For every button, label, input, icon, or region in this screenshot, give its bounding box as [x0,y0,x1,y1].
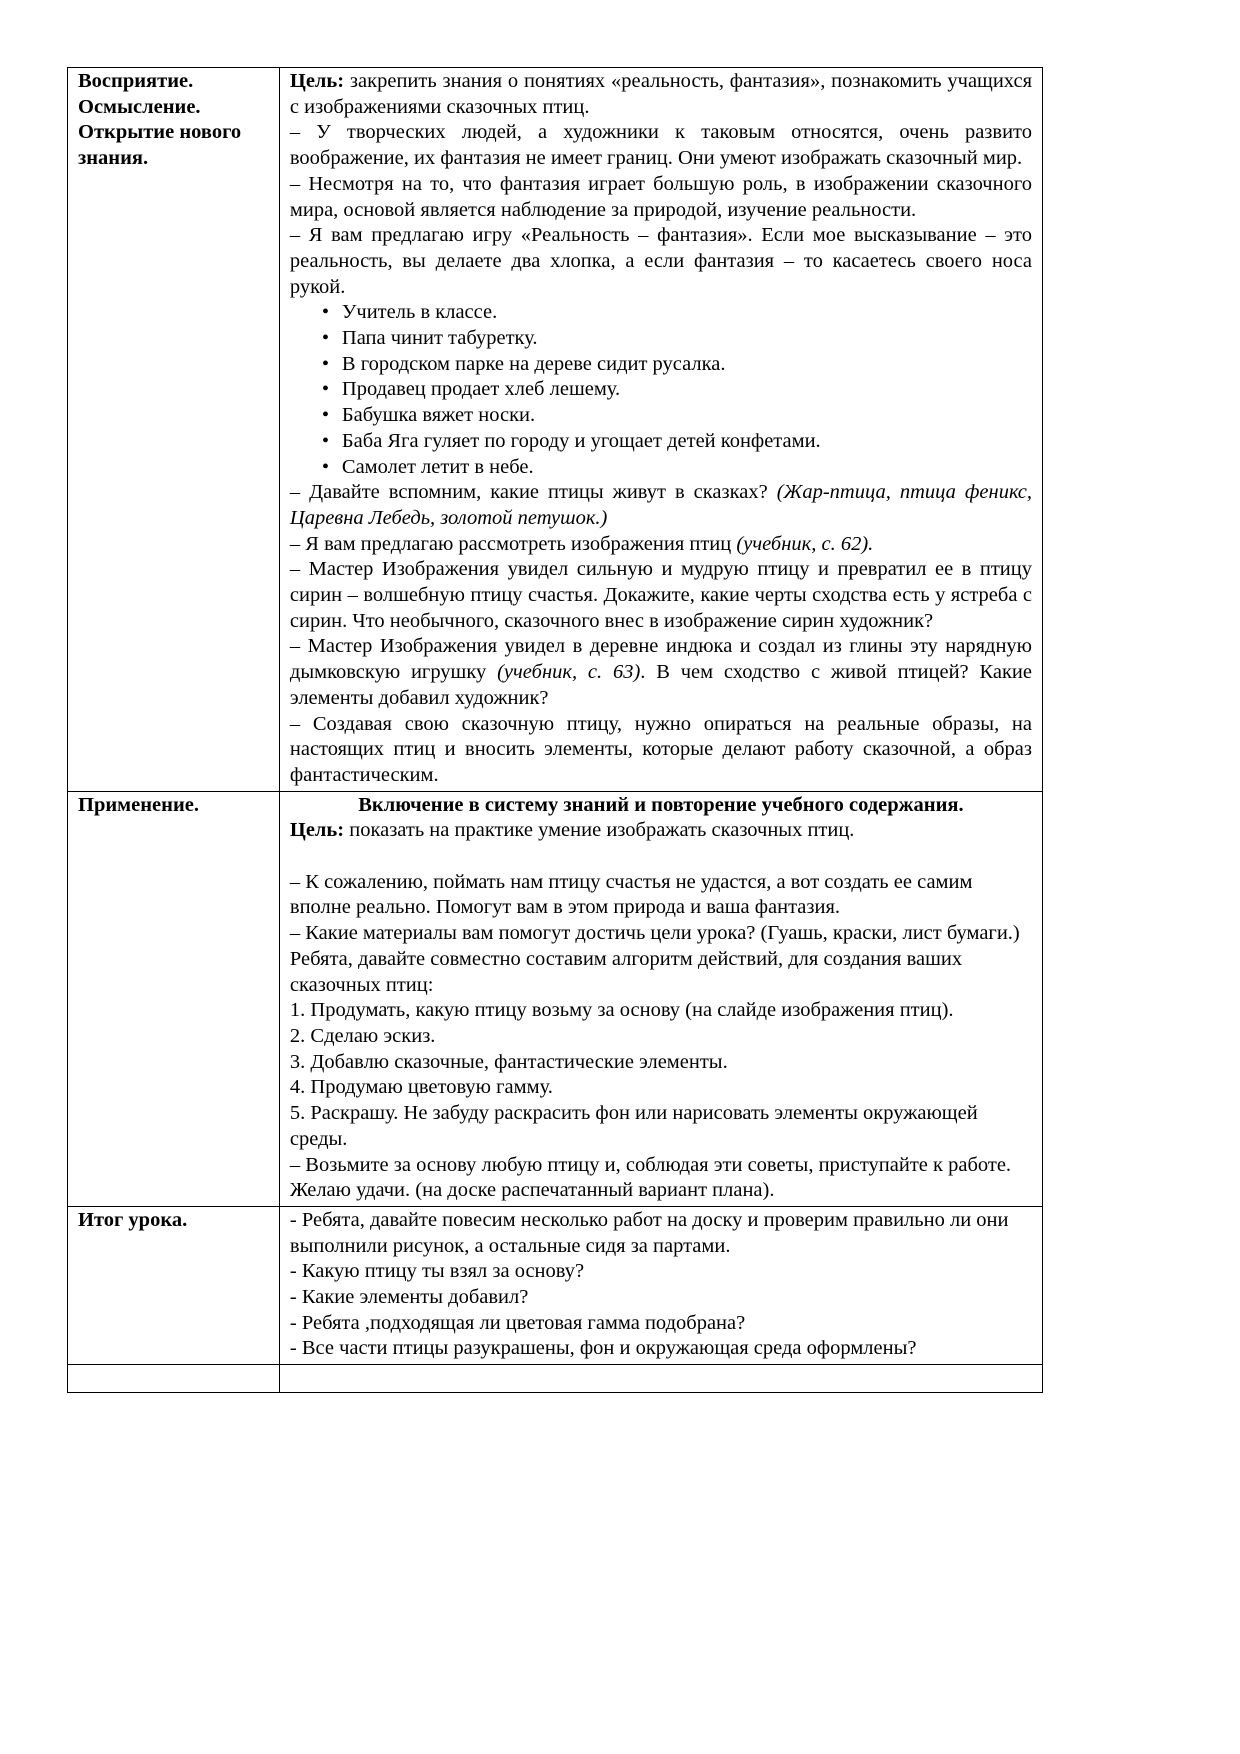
list-item: • Самолет летит в небе. [342,455,1032,481]
goal-text: закрепить знания о понятиях «реальность, фантазия», познакомить учащихся с изображениями сказочных птиц. [289,70,1032,118]
italic-text: (Жар-птица, птица феникс, Царевна Лебедь, золотой петушок.) [289,481,1032,529]
stage-label: Открытие нового знания. [78,121,242,170]
paragraph [290,532,1032,558]
list-item: • Продавец продает хлеб лешему. [342,377,1032,403]
italic-text: (учебник, с. 63) [497,661,641,684]
goal-label: Цель: [289,70,345,92]
text: – Я вам предлагаю рассмотреть изображения птиц [289,532,737,555]
paragraph: Ребята, давайте совместно составим алгоритм действий, для создания ваших сказочных птиц: [289,947,963,996]
step-item: 4. Продумаю цветовую гамму. [289,1076,553,1099]
stage-cell [68,68,280,792]
table-row [68,791,1043,1206]
stage-label: Осмысление. [78,95,201,118]
paragraph: – Какие материалы вам помогут достичь цели урока? (Гуашь, краски, лист бумаги.) [289,922,1020,945]
content-cell [279,791,1042,1206]
text: . В чем сходство с живой птицей? Какие элементы добавил художник? [289,661,1032,709]
empty-cell [68,1365,280,1393]
section-heading: Включение в систему знаний и повторение учебного содержания. [358,793,964,816]
list-item: • Бабушка вяжет носки. [342,403,1032,429]
paragraph: – Мастер Изображения увидел сильную и мудрую птицу и превратил ее в птицу сирин – волшебную птицу счастья. Докажите, какие черты сходства есть у ястреба с сирин. Что необычного, сказочного внес в изображение сирин художник? [289,558,1032,632]
paragraph: - Все части птицы разукрашены, фон и окружающая среда оформлены? [289,1337,917,1360]
table-row [68,1206,1043,1364]
stage-cell [68,1206,280,1364]
blank-line [290,844,1032,870]
content-cell [279,68,1042,792]
paragraph [290,480,1032,531]
stage-label: Восприятие. [78,70,194,92]
paragraph: – Я вам предлагаю игру «Реальность – фантазия». Если мое высказывание – это реальность, вы делаете два хлопка, а если фантазия – то касаетесь своего носа рукой. [289,224,1032,298]
text: – Давайте вспомним, какие птицы живут в сказках? [289,481,777,504]
text: – Мастер Изображения увидел в деревне индюка и создал из глины эту нарядную дымковскую игрушку [289,635,1032,684]
content-cell [279,1206,1042,1364]
stage-label: Применение. [78,793,199,816]
table-row [68,68,1043,792]
goal-text: показать на практике умение изображать сказочных птиц. [344,819,855,842]
step-item: 5. Раскрашу. Не забуду раскрасить фон или нарисовать элементы окружающей среды. [289,1102,978,1150]
list-item: • В городском парке на дереве сидит русалка. [342,352,1032,378]
empty-cell [279,1365,1042,1393]
paragraph: – Возьмите за основу любую птицу и, соблюдая эти советы, приступайте к работе. Желаю удачи. (на доске распечатанный вариант плана). [289,1153,1012,1202]
paragraph: - Какую птицу ты взял за основу? [289,1260,585,1283]
paragraph: – К сожалению, поймать нам птицу счастья не удастся, а вот создать ее самим вполне реально. Помогут вам в этом природа и ваша фантазия. [289,870,973,919]
lesson-plan-table [67,67,1043,1393]
paragraph: - Ребята ,подходящая ли цветовая гамма подобрана? [289,1311,746,1334]
italic-text: (учебник, с. 62). [736,532,874,555]
step-item: 1. Продумать, какую птицу возьму за основу (на слайде изображения птиц). [289,999,954,1022]
paragraph: – Создавая свою сказочную птицу, нужно опираться на реальные образы, на настоящих птиц и вносить элементы, которые делают работу сказочной, а образ фантастическим. [289,712,1032,786]
stage-label: Итог урока. [78,1208,188,1231]
list-item: • Баба Яга гуляет по городу и угощает детей конфетами. [342,429,1032,455]
paragraph: – Несмотря на то, что фантазия играет большую роль, в изображении сказочного мира, основой является наблюдение за природой, изучение реальности. [289,172,1032,221]
list-item: • Учитель в классе. [342,300,1032,326]
list-item: • Папа чинит табуретку. [342,326,1032,352]
stage-cell [68,791,280,1206]
step-item: 2. Сделаю эскиз. [289,1025,436,1047]
goal-label: Цель: [289,819,345,842]
goal-paragraph [290,818,1032,844]
step-item: 3. Добавлю сказочные, фантастические элементы. [289,1050,728,1073]
paragraph: – У творческих людей, а художники к таковым относятся, очень развито воображение, их фантазия не имеет границ. Они умеют изображать сказочный мир. [289,121,1032,170]
paragraph: - Какие элементы добавил? [289,1286,529,1309]
goal-paragraph [290,69,1032,120]
bullet-list [290,300,1032,480]
paragraph: - Ребята, давайте повесим несколько работ на доску и проверим правильно ли они выполнили рисунок, а остальные сидя за партами. [289,1208,1009,1257]
empty-row [68,1365,1043,1393]
paragraph [290,634,1032,711]
